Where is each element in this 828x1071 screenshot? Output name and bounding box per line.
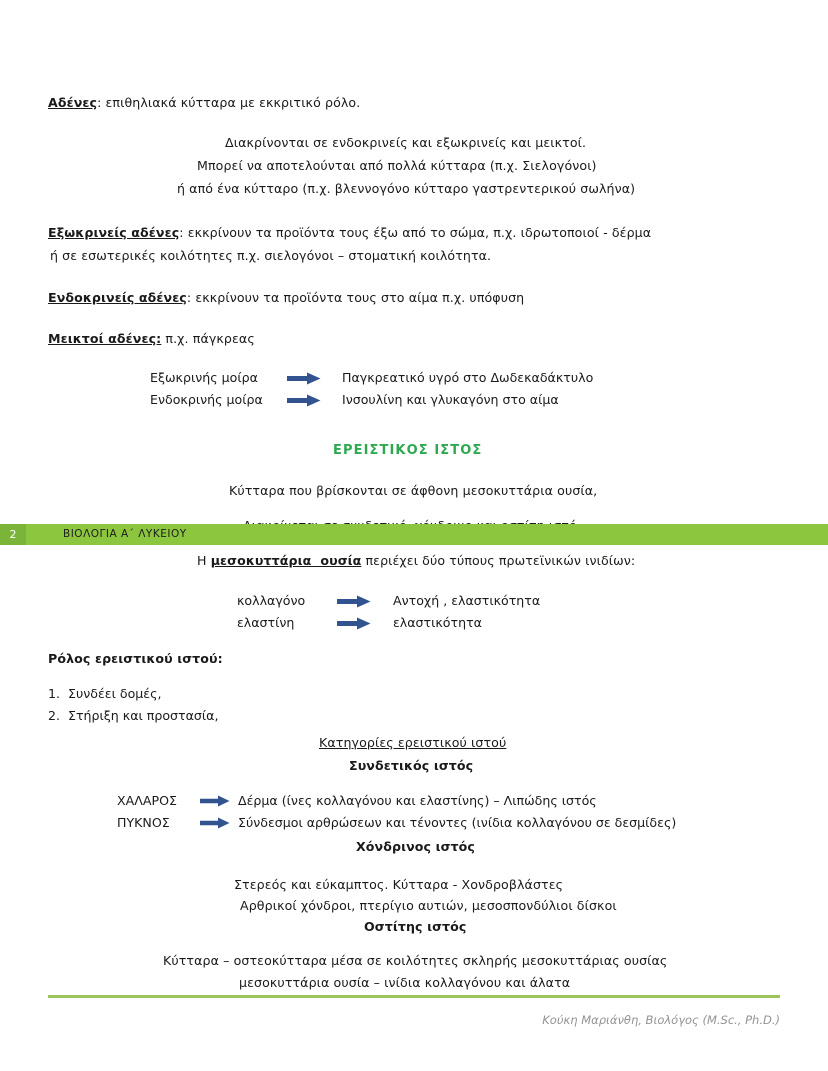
bone-line-1: Κύτταρα – οστεοκύτταρα μέσα σε κοιλότητες σκληρής μεσοκυττάριας ουσίας: [163, 953, 668, 968]
intercellular-substance-sentence: [197, 550, 635, 572]
fiber-arrow-row-2: [237, 613, 482, 633]
list-item-label: Στήριξη και προστασία,: [68, 708, 219, 723]
list-item: [48, 683, 162, 705]
list-item: [48, 705, 218, 727]
endocrine-glands-definition: [48, 287, 524, 309]
adenes-lead-label: Αδένες: [48, 95, 98, 110]
elastin-target: ελαστικότητα: [393, 615, 482, 630]
mixed-lead-label: Μεικτοί αδένες:: [48, 331, 162, 346]
supporting-tissue-heading: ΕΡΕΙΣΤΙΚΟΣ ΙΣΤΟΣ: [333, 443, 483, 458]
cartilage-line-2: Αρθρικοί χόνδροι, πτερίγιο αυτιών, μεσοσπονδύλιοι δίσκοι: [240, 898, 617, 913]
loose-connective-target: Δέρμα (ίνες κολλαγόνου και ελαστίνης) – Λιπώδης ιστός: [238, 793, 597, 808]
list-item-number: 2.: [48, 708, 61, 723]
connective-arrow-row-1: [117, 791, 597, 811]
pancreas-exocrine-label: Εξωκρινής μοίρα: [150, 370, 258, 385]
exocrine-definition-line-2: ή σε εσωτερικές κοιλότητες π.χ. σιελογόνοι – στοματική κοιλότητα.: [50, 248, 492, 263]
footer-author: Κούκη Μαριάνθη, Βιολόγος (M.Sc., Ph.D.): [542, 1013, 780, 1027]
connective-tissue-title: Συνδετικός ιστός: [349, 758, 474, 773]
endocrine-definition-text: : εκκρίνουν τα προϊόντα τους στο αίμα π.χ. υπόφυση: [186, 290, 525, 305]
exocrine-lead-label: Εξωκρινείς αδένες: [48, 225, 180, 240]
list-item-number: 1.: [48, 686, 61, 701]
intercellular-prefix: Η: [197, 553, 211, 568]
dense-connective-target: Σύνδεσμοι αρθρώσεων και τένοντες (ινίδια κολλαγόνου σε δεσμίδες): [238, 815, 677, 830]
adenes-sub-line-3: ή από ένα κύτταρο (π.χ. βλεννογόνο κύτταρο γαστρεντερικού σωλήνα): [177, 181, 636, 196]
bone-line-2: μεσοκυττάρια ουσία – ινίδια κολλαγόνου και άλατα: [239, 975, 571, 990]
pancreas-arrow-row-2: [150, 390, 559, 410]
right-arrow-icon: [287, 372, 321, 385]
adenes-definition: [48, 92, 360, 114]
fiber-arrow-row-1: [237, 591, 540, 611]
elastin-label: ελαστίνη: [237, 615, 295, 630]
cartilage-line-1: Στερεός και εύκαμπτος. Κύτταρα - Χονδροβλάστες: [234, 877, 564, 892]
cartilage-tissue-title: Χόνδρινος ιστός: [356, 839, 475, 854]
adenes-definition-text: : επιθηλιακά κύτταρα με εκκριτικό ρόλο.: [97, 95, 361, 110]
pancreas-exocrine-target: Παγκρεατικό υγρό στο Δωδεκαδάκτυλο: [342, 370, 594, 385]
page-header-band: [0, 524, 828, 545]
right-arrow-icon: [200, 795, 230, 807]
footer-divider: [48, 995, 780, 998]
exocrine-glands-definition: [48, 222, 651, 244]
right-arrow-icon: [337, 617, 371, 630]
document-title-label: ΒΙΟΛΟΓΙΑ Α΄ ΛΥΚΕΙΟΥ: [63, 528, 187, 540]
mixed-definition-text: π.χ. πάγκρεας: [161, 331, 255, 346]
page-number-badge: 2: [0, 524, 26, 545]
pancreas-arrow-row-1: [150, 368, 593, 388]
intercellular-lead-label: μεσοκυττάρια ουσία: [210, 553, 362, 568]
right-arrow-icon: [337, 595, 371, 608]
role-heading: Ρόλος ερειστικού ιστού:: [48, 651, 223, 666]
right-arrow-icon: [200, 817, 230, 829]
mixed-glands-definition: [48, 328, 255, 350]
adenes-sub-line-2: Μπορεί να αποτελούνται από πολλά κύτταρα (π.χ. Σιελογόνοι): [197, 158, 597, 173]
bone-tissue-title: Οστίτης ιστός: [364, 919, 467, 934]
collagen-target: Αντοχή , ελαστικότητα: [393, 593, 541, 608]
list-item-label: Συνδέει δομές,: [68, 686, 162, 701]
right-arrow-icon: [287, 394, 321, 407]
pancreas-endocrine-target: Ινσουλίνη και γλυκαγόνη στο αίμα: [342, 392, 559, 407]
dense-connective-label: ΠΥΚΝΟΣ: [117, 815, 170, 830]
adenes-sub-line-1: Διακρίνονται σε ενδοκρινείς και εξωκρινείς και μεικτοί.: [225, 135, 587, 150]
exocrine-definition-text: : εκκρίνουν τα προϊόντα τους έξω από το σώμα, π.χ. ιδρωτοποιοί - δέρμα: [179, 225, 652, 240]
supporting-tissue-line-1: Κύτταρα που βρίσκονται σε άφθονη μεσοκυττάρια ουσία,: [229, 483, 598, 498]
categories-heading: Κατηγορίες ερειστικού ιστού: [319, 735, 507, 750]
pancreas-endocrine-label: Ενδοκρινής μοίρα: [150, 392, 263, 407]
loose-connective-label: ΧΑΛΑΡΟΣ: [117, 793, 177, 808]
collagen-label: κολλαγόνο: [237, 593, 306, 608]
connective-arrow-row-2: [117, 813, 676, 833]
intercellular-suffix: περιέχει δύο τύπους πρωτεϊνικών ινιδίων:: [361, 553, 636, 568]
endocrine-lead-label: Ενδοκρινείς αδένες: [48, 290, 187, 305]
